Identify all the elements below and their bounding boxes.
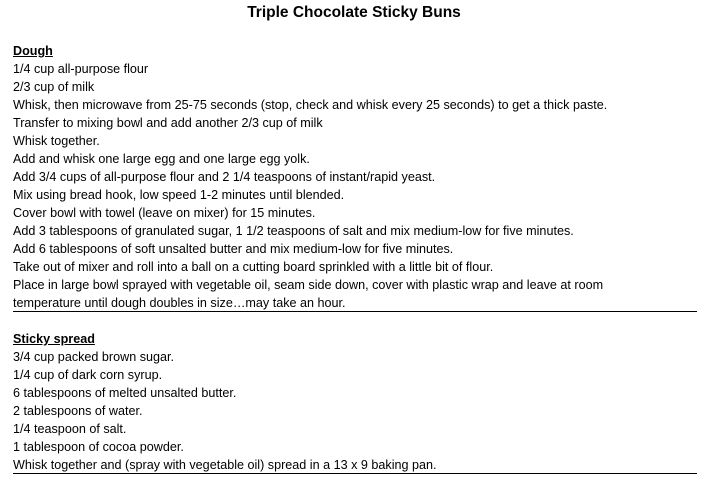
dough-line: 2/3 cup of milk [13,80,95,94]
section-divider [13,311,697,312]
section-divider [13,473,697,474]
sticky-spread-section [13,330,697,474]
sticky-spread-line: 1 tablespoon of cocoa powder. [13,440,184,454]
dough-line: Whisk together. [13,134,100,148]
dough-line: Whisk, then microwave from 25-75 seconds (stop, check and whisk every 25 seconds) to get a thick paste. [13,98,608,112]
dough-line: Take out of mixer and roll into a ball on a cutting board sprinkled with a little bit of flour. [13,260,494,274]
dough-line: Transfer to mixing bowl and add another 2/3 cup of milk [13,116,323,130]
dough-line: 1/4 cup all-purpose flour [13,62,149,76]
dough-line: Cover bowl with towel (leave on mixer) for 15 minutes. [13,206,316,220]
sticky-spread-line: 1/4 cup of dark corn syrup. [13,368,163,382]
dough-line: Add 3 tablespoons of granulated sugar, 1 1/2 teaspoons of salt and mix medium-low for five minutes. [13,224,574,238]
dough-line: Add 6 tablespoons of soft unsalted butter and mix medium-low for five minutes. [13,242,454,256]
sticky-spread-line: 1/4 teaspoon of salt. [13,422,127,436]
dough-heading: Dough [13,44,53,58]
sticky-spread-line: Whisk together and (spray with vegetable oil) spread in a 13 x 9 baking pan. [13,458,437,472]
sticky-spread-heading: Sticky spread [13,332,95,346]
dough-section [13,42,697,312]
dough-line: Place in large bowl sprayed with vegetable oil, seam side down, cover with plastic wrap and leave at room [13,278,604,292]
document-title: Triple Chocolate Sticky Buns [247,4,461,21]
sticky-spread-line: 6 tablespoons of melted unsalted butter. [13,386,237,400]
dough-line: Add and whisk one large egg and one large egg yolk. [13,152,310,166]
dough-line: Add 3/4 cups of all-purpose flour and 2 1/4 teaspoons of instant/rapid yeast. [13,170,436,184]
dough-line: temperature until dough doubles in size…may take an hour. [13,296,346,310]
sticky-spread-line: 2 tablespoons of water. [13,404,143,418]
sticky-spread-line: 3/4 cup packed brown sugar. [13,350,175,364]
dough-line: Mix using bread hook, low speed 1-2 minutes until blended. [13,188,345,202]
